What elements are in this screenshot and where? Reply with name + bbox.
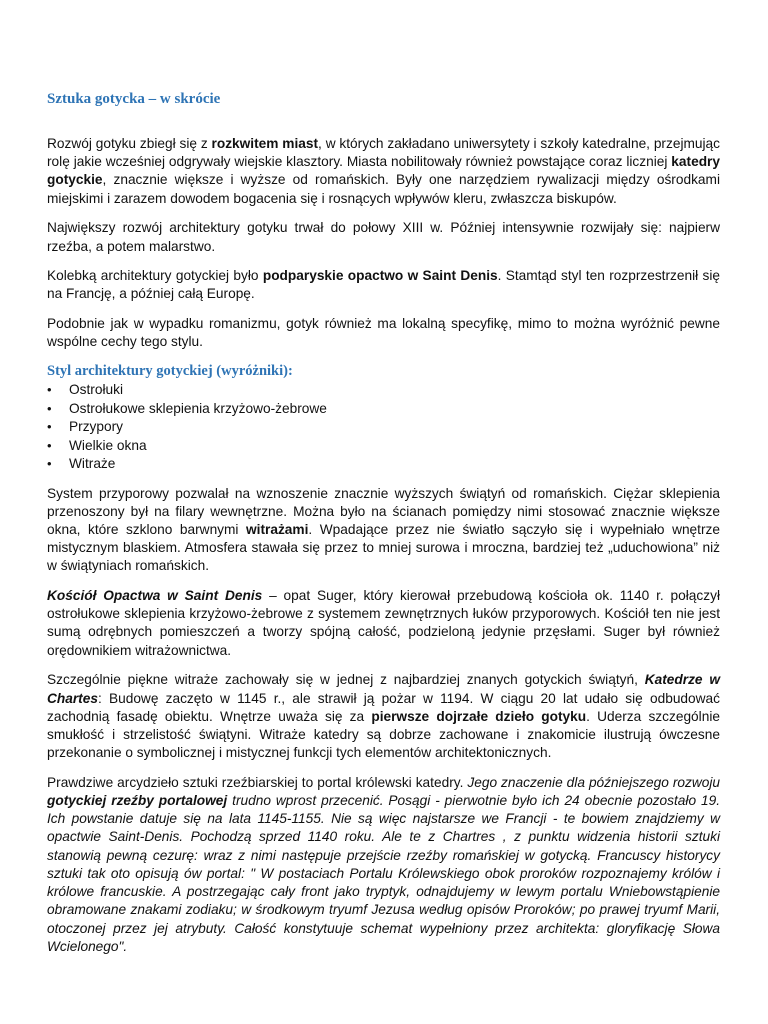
text-run: , w których zakładano uniwersytety i szkoły katedralne, przejmując rolę jakie wcześniej odgrywały wiejskie klasztory. Miasta nobilitowały również powstające coraz liczniej bbox=[47, 136, 721, 170]
bold-phrase: pierwsze dojrzałe dzieło gotyku bbox=[371, 708, 587, 724]
text-run: – opat Suger, który kierował przebudową kościoła ok. 1140 r. połączył ostrołukowe sklepienia krzyżowo-żebrowe z systemem zewnętrznych łuków przyporowych. Kościół ten nie jest sumą odrębnych pomieszczeń a tworzy spójną całość, podzieloną jedynie przęsłami. Suger był również orędownikiem witrażownictwa. bbox=[47, 588, 720, 658]
list-item bbox=[47, 400, 720, 419]
list-item-label: Przypory bbox=[69, 419, 124, 435]
paragraph-royal-portal bbox=[47, 774, 720, 956]
bold-phrase: witrażami bbox=[246, 521, 309, 537]
paragraph-cradle bbox=[47, 267, 720, 303]
paragraph-local-specificity: Podobnie jak w wypadku romanizmu, gotyk również ma lokalną specyfikę, mimo to można wyróżnić pewne wspólne cechy tego stylu. bbox=[47, 316, 720, 350]
text-run: : Budowę zaczęto w 1145 r., ale strawił ją pożar w 1194. W ciągu 20 lat udało się odbudować zachodnią fasadę obiektu. Wnętrze uważa się za bbox=[47, 690, 720, 724]
bold-italic-phrase: Katedrze w Chartes bbox=[47, 672, 720, 706]
bullet-icon: • bbox=[47, 437, 52, 453]
text-run: Kolebką architektury gotyckiej było bbox=[47, 268, 263, 284]
list-item-label: Witraże bbox=[69, 456, 116, 472]
paragraph-development: Największy rozwój architektury gotyku trwał do połowy XIII w. Później intensywnie rozwijały się: najpierw rzeźba, a potem malarstwo. bbox=[47, 220, 720, 254]
italic-phrase: Jego znaczenie dla późniejszego rozwoju bbox=[467, 774, 720, 790]
list-item bbox=[47, 381, 720, 400]
bullet-icon: • bbox=[47, 382, 52, 398]
text-run: . Stamtąd styl ten rozprzestrzenił się na Francję, a później całą Europę. bbox=[47, 268, 720, 302]
text-run: . Wpadające przez nie światło sączyło się i wypełniało wnętrze mistycznym blaskiem. Atmosfera stawała się przez to mniej surowa i mroczna, bardziej też „uduchowiona” niż w świątyniach romańskich. bbox=[47, 521, 720, 574]
text-run: , znacznie większe i wyższe od romańskich. Były one narzędziem rywalizacji między ośrodkami miejskimi i zarazem dowodem bogacenia się i rosnących wpływów kleru, zwłaszcza biskupów. bbox=[47, 172, 720, 206]
text-run: Rozwój gotyku zbiegł się z bbox=[47, 136, 212, 151]
bold-phrase: podparyskie opactwo w Saint Denis bbox=[262, 268, 498, 284]
bullet-icon: • bbox=[47, 400, 52, 416]
bold-italic-phrase: Kościół Opactwa w Saint Denis bbox=[47, 588, 263, 604]
list-item-label: Ostrołukowe sklepienia krzyżowo-żebrowe bbox=[69, 400, 327, 416]
list-item bbox=[47, 455, 720, 474]
italic-phrase: trudno wprost przecenić. Posągi - pierwotnie było ich 24 obecnie pozostało 19. Ich powstanie datuje się na lata 1145-1155. Nie są więc najstarsze we Francji - te bowiem znajdziemy w opactwie Saint-Denis. Pochodzą sprzed 1140 roku. Ale te z Chartres , z punktu widzenia historii sztuki stanowią pewną cezurę: wraz z nimi następuje przejście rzeźby romańskiej w gotycką. Francuscy historycy sztuki tak oto opisują ów portal: " W postaciach Portalu Królewskiego obok proroków rozpoznajemy królów i królowe francuskie. A postrzegając cały front jako tryptyk, odnajdujemy w lewym portalu Wniebowstąpienie obramowane znakami zodiaku; w środkowym tryumf Jezusa według opisów Proroków; po prawej tryumf Marii, otoczonej przez jej atrybuty. Całość konstytuuje schemat wypełniony przez architekta: gloryfikację Słowa Wcielonego". bbox=[47, 793, 721, 954]
bullet-icon: • bbox=[47, 456, 52, 472]
paragraph-city-growth bbox=[47, 135, 720, 208]
paragraph-chartres bbox=[47, 671, 720, 762]
list-item bbox=[47, 437, 720, 456]
text-run: Szczególnie piękne witraże zachowały się w jednej z najbardziej znanych gotyckich świątyń, bbox=[47, 672, 645, 688]
document-title: Sztuka gotycka – w skrócie bbox=[47, 91, 221, 107]
paragraph-buttress-system bbox=[47, 485, 720, 576]
bullet-icon: • bbox=[47, 419, 52, 435]
section-heading-features: Styl architektury gotyckiej (wyróżniki): bbox=[47, 363, 293, 380]
bold-phrase: katedry gotyckie bbox=[47, 154, 720, 188]
bold-phrase: rozkwitem miast bbox=[211, 136, 319, 151]
text-run: . Uderza szczególnie smukłość i strzelistość świątyni. Witraże katedry są dobrze zachowane i znakomicie ilustrują ówczesne przekonanie o symbolicznej i mistycznej funkcji tych elementów architektonicznych. bbox=[47, 708, 720, 761]
feature-list bbox=[47, 381, 720, 474]
paragraph-saint-denis bbox=[47, 587, 720, 660]
bold-italic-phrase: gotyckiej rzeźby portalowej bbox=[47, 793, 228, 809]
text-run: System przyporowy pozwalał na wznoszenie znacznie wyższych świątyń od romańskich. Ciężar sklepienia przenoszony był na filary wewnętrzne. Można było na ścianach pomiędzy nimi stosować znacznie większe okna, które szklono barwnymi bbox=[47, 485, 720, 537]
list-item-label: Ostrołuki bbox=[69, 382, 124, 398]
list-item-label: Wielkie okna bbox=[69, 437, 147, 453]
list-item bbox=[47, 418, 720, 437]
text-run: Prawdziwe arcydzieło sztuki rzeźbiarskiej to portal królewski katedry. bbox=[47, 774, 468, 790]
